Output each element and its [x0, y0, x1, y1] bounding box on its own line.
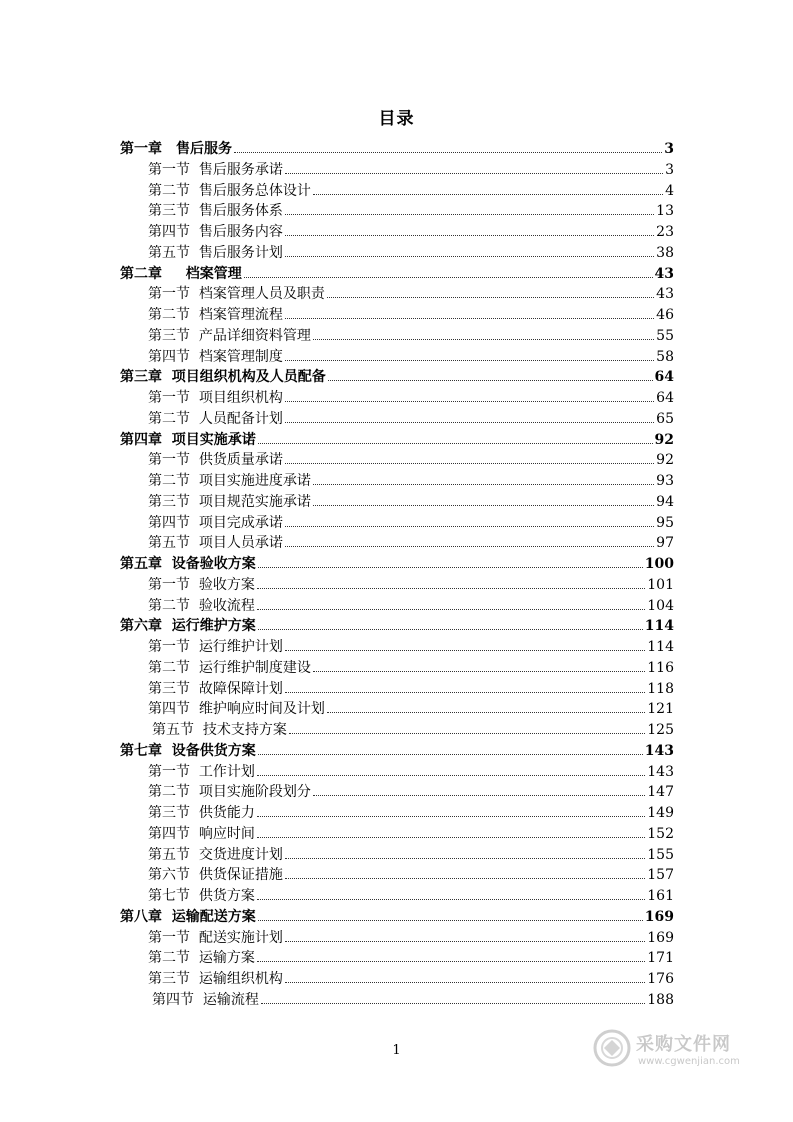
toc-entry-label: 第一节 项目组织机构	[148, 390, 283, 406]
toc-dot-leader	[328, 380, 653, 381]
toc-chapter-row[interactable]	[120, 264, 674, 285]
toc-section-row[interactable]	[120, 865, 674, 886]
toc-entry-label: 第四节 项目完成承诺	[148, 514, 283, 531]
toc-entry-page: 152	[647, 825, 674, 842]
toc-entry-page: 114	[647, 639, 674, 655]
toc-entry-label: 第二节 验收流程	[148, 597, 255, 614]
toc-dot-leader	[313, 194, 663, 195]
toc-entry-page: 97	[656, 535, 674, 552]
toc-entry-page: 176	[647, 971, 674, 987]
toc-dot-leader	[285, 173, 663, 174]
toc-dot-leader	[285, 360, 654, 361]
toc-chapter-row[interactable]	[120, 907, 674, 928]
table-of-contents	[120, 139, 674, 1011]
toc-dot-leader	[244, 277, 653, 278]
toc-section-row[interactable]	[120, 824, 674, 845]
toc-section-row[interactable]	[120, 637, 674, 658]
toc-entry-page: 114	[644, 618, 674, 635]
toc-section-row[interactable]	[120, 969, 674, 990]
toc-entry-label: 第二节 运行维护制度建设	[148, 659, 311, 676]
toc-entry-label: 第一节 工作计划	[148, 763, 255, 780]
toc-section-row[interactable]	[120, 533, 674, 554]
toc-dot-leader	[285, 982, 645, 983]
toc-section-row[interactable]	[120, 948, 674, 969]
toc-chapter-row[interactable]	[120, 554, 674, 575]
toc-entry-page: 92	[654, 431, 674, 448]
toc-section-row[interactable]	[120, 699, 674, 720]
toc-entry-label: 第四节 维护响应时间及计划	[148, 701, 325, 718]
toc-section-row[interactable]	[120, 596, 674, 617]
toc-section-row[interactable]	[120, 990, 674, 1011]
toc-dot-leader	[257, 775, 645, 776]
toc-entry-page: 64	[654, 369, 674, 386]
toc-entry-page: 46	[656, 307, 674, 323]
toc-dot-leader	[258, 567, 643, 568]
toc-entry-label: 第五章 设备验收方案	[120, 556, 256, 572]
toc-dot-leader	[327, 297, 654, 298]
toc-entry-label: 第一节 供货质量承诺	[148, 452, 283, 469]
toc-entry-label: 第二节 项目实施进度承诺	[148, 473, 311, 489]
toc-entry-page: 58	[656, 348, 674, 365]
toc-entry-label: 第一节 档案管理人员及职责	[148, 286, 325, 303]
toc-section-row[interactable]	[120, 928, 674, 949]
toc-entry-page: 93	[656, 473, 674, 489]
toc-dot-leader	[285, 318, 654, 319]
toc-entry-page: 23	[656, 224, 674, 240]
toc-dot-leader	[234, 152, 662, 153]
toc-entry-page: 43	[654, 265, 674, 282]
toc-dot-leader	[313, 484, 654, 485]
toc-section-row[interactable]	[120, 388, 674, 409]
toc-section-row[interactable]	[120, 471, 674, 492]
toc-section-row[interactable]	[120, 658, 674, 679]
toc-section-row[interactable]	[120, 513, 674, 534]
toc-entry-page: 161	[647, 888, 674, 904]
toc-entry-label: 第一节 验收方案	[148, 576, 255, 593]
toc-entry-page: 92	[656, 452, 674, 469]
toc-section-row[interactable]	[120, 679, 674, 700]
toc-entry-page: 149	[647, 805, 674, 821]
page-title: 目录	[378, 109, 415, 129]
toc-entry-page: 169	[647, 929, 674, 946]
toc-entry-page: 143	[647, 763, 674, 780]
toc-entry-page: 188	[647, 991, 674, 1008]
toc-entry-label: 第三节 运输组织机构	[148, 971, 283, 987]
toc-entry-label: 第三节 产品详细资料管理	[148, 327, 311, 344]
toc-entry-page: 171	[647, 950, 674, 967]
toc-entry-page: 94	[656, 493, 674, 510]
toc-section-row[interactable]	[120, 886, 674, 907]
toc-dot-leader	[285, 401, 654, 402]
toc-dot-leader	[257, 588, 645, 589]
toc-entry-label: 第七节 供货方案	[148, 888, 255, 904]
toc-entry-page: 4	[665, 182, 674, 199]
toc-dot-leader	[285, 526, 654, 527]
toc-dot-leader	[285, 235, 654, 236]
toc-dot-leader	[289, 733, 645, 734]
toc-dot-leader	[257, 609, 645, 610]
toc-dot-leader	[285, 941, 645, 942]
toc-section-row[interactable]	[120, 762, 674, 783]
toc-dot-leader	[285, 692, 645, 693]
toc-section-row[interactable]	[120, 720, 674, 741]
toc-entry-label: 第二章 档案管理	[120, 265, 242, 282]
toc-entry-page: 3	[664, 141, 674, 157]
toc-section-row[interactable]	[120, 305, 674, 326]
toc-entry-label: 第六节 供货保证措施	[148, 867, 283, 884]
toc-entry-page: 104	[647, 597, 674, 614]
toc-dot-leader	[313, 339, 654, 340]
toc-entry-label: 第一节 配送实施计划	[148, 929, 283, 946]
toc-dot-leader	[258, 443, 653, 444]
watermark	[592, 1028, 752, 1074]
toc-section-row[interactable]	[120, 243, 674, 264]
toc-entry-page: 125	[647, 722, 674, 738]
toc-entry-label: 第二节 运输方案	[148, 950, 255, 967]
toc-section-row[interactable]	[120, 492, 674, 513]
toc-entry-page: 95	[656, 514, 674, 531]
page-number: 1	[392, 1043, 401, 1058]
toc-section-row[interactable]	[120, 450, 674, 471]
toc-dot-leader	[285, 878, 645, 879]
toc-entry-page: 3	[665, 161, 674, 178]
toc-entry-page: 55	[656, 327, 674, 344]
toc-entry-label: 第八章 运输配送方案	[120, 908, 256, 925]
toc-dot-leader	[258, 754, 643, 755]
toc-entry-label: 第一节 运行维护计划	[148, 639, 283, 655]
toc-entry-page: 147	[647, 784, 674, 801]
toc-entry-page: 157	[647, 867, 674, 884]
toc-entry-label: 第五节 项目人员承诺	[148, 535, 283, 552]
toc-section-row[interactable]	[120, 803, 674, 824]
toc-chapter-row[interactable]	[120, 367, 674, 388]
toc-entry-label: 第五节 技术支持方案	[152, 722, 287, 738]
toc-section-row[interactable]	[120, 326, 674, 347]
toc-section-row[interactable]	[120, 160, 674, 181]
toc-dot-leader	[257, 961, 645, 962]
toc-dot-leader	[257, 899, 645, 900]
toc-dot-leader	[285, 214, 654, 215]
toc-entry-page: 100	[644, 556, 674, 572]
toc-entry-label: 第七章 设备供货方案	[120, 742, 256, 759]
toc-dot-leader	[285, 546, 654, 547]
watermark-name: 采购文件网	[636, 1034, 731, 1055]
toc-entry-label: 第六章 运行维护方案	[120, 618, 256, 635]
toc-entry-page: 143	[644, 742, 674, 759]
toc-chapter-row[interactable]	[120, 139, 674, 160]
toc-entry-page: 13	[656, 203, 674, 220]
toc-dot-leader	[285, 422, 654, 423]
toc-dot-leader	[285, 463, 654, 464]
toc-section-row[interactable]	[120, 845, 674, 866]
toc-entry-label: 第二节 档案管理流程	[148, 307, 283, 323]
toc-section-row[interactable]	[120, 782, 674, 803]
toc-dot-leader	[285, 256, 654, 257]
toc-entry-label: 第二节 售后服务总体设计	[148, 182, 311, 199]
toc-dot-leader	[313, 505, 654, 506]
toc-dot-leader	[313, 671, 645, 672]
toc-entry-label: 第三节 项目规范实施承诺	[148, 493, 311, 510]
toc-entry-label: 第三节 供货能力	[148, 805, 255, 821]
toc-section-row[interactable]	[120, 181, 674, 202]
toc-dot-leader	[258, 920, 643, 921]
toc-entry-label: 第一章 售后服务	[120, 141, 232, 157]
toc-section-row[interactable]	[120, 575, 674, 596]
toc-entry-label: 第五节 交货进度计划	[148, 846, 283, 863]
toc-entry-label: 第四节 档案管理制度	[148, 348, 283, 365]
toc-entry-page: 43	[656, 286, 674, 303]
toc-entry-page: 121	[647, 701, 674, 718]
toc-dot-leader	[313, 795, 645, 796]
toc-entry-page: 101	[647, 576, 674, 593]
toc-entry-label: 第三节 故障保障计划	[148, 680, 283, 697]
toc-entry-label: 第四节 运输流程	[152, 991, 259, 1008]
toc-entry-label: 第一节 售后服务承诺	[148, 161, 283, 178]
toc-chapter-row[interactable]	[120, 430, 674, 451]
toc-dot-leader	[285, 858, 645, 859]
toc-entry-page: 116	[647, 659, 674, 676]
toc-section-row[interactable]	[120, 409, 674, 430]
toc-dot-leader	[327, 712, 645, 713]
toc-section-row[interactable]	[120, 284, 674, 305]
toc-dot-leader	[258, 629, 643, 630]
toc-entry-page: 118	[647, 680, 674, 697]
toc-entry-label: 第三章 项目组织机构及人员配备	[120, 369, 326, 386]
toc-chapter-row[interactable]	[120, 741, 674, 762]
watermark-url: www.cgwenjian.com	[638, 1056, 740, 1067]
toc-section-row[interactable]	[120, 201, 674, 222]
toc-entry-page: 155	[647, 846, 674, 863]
toc-entry-page: 65	[656, 410, 674, 427]
toc-entry-label: 第四章 项目实施承诺	[120, 431, 256, 448]
toc-entry-label: 第二节 项目实施阶段划分	[148, 784, 311, 801]
toc-entry-page: 64	[656, 390, 674, 406]
toc-dot-leader	[257, 837, 645, 838]
toc-dot-leader	[285, 650, 645, 651]
toc-entry-label: 第四节 售后服务内容	[148, 224, 283, 240]
toc-section-row[interactable]	[120, 222, 674, 243]
toc-dot-leader	[257, 816, 645, 817]
toc-chapter-row[interactable]	[120, 616, 674, 637]
watermark-logo-icon	[592, 1028, 632, 1068]
toc-entry-label: 第五节 售后服务计划	[148, 244, 283, 261]
toc-entry-label: 第二节 人员配备计划	[148, 410, 283, 427]
toc-dot-leader	[261, 1003, 645, 1004]
toc-section-row[interactable]	[120, 347, 674, 368]
toc-entry-label: 第四节 响应时间	[148, 825, 255, 842]
toc-entry-page: 169	[644, 908, 674, 925]
toc-entry-page: 38	[656, 244, 674, 261]
toc-entry-label: 第三节 售后服务体系	[148, 203, 283, 220]
